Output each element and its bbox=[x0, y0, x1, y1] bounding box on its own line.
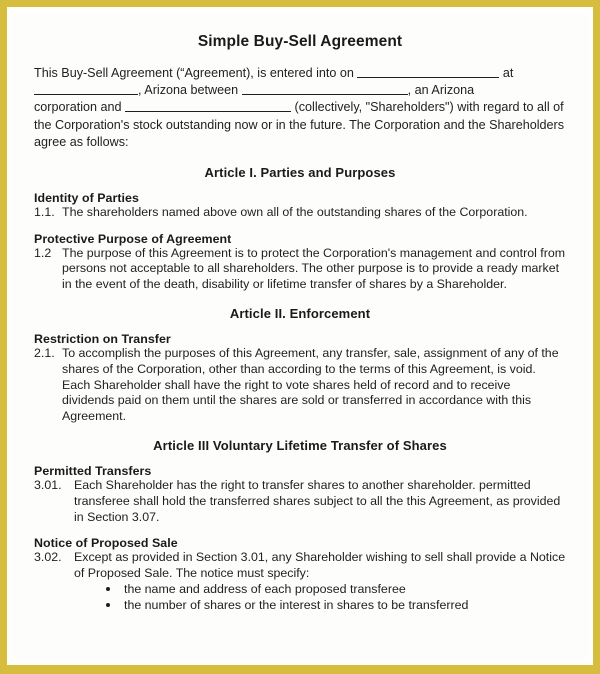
notice-requirements-list bbox=[34, 581, 566, 613]
article-heading-2: Article II. Enforcement bbox=[229, 306, 371, 322]
section-heading-identity-of-parties: Identity of Parties bbox=[34, 191, 139, 206]
document-title: Simple Buy-Sell Agreement bbox=[197, 33, 403, 50]
intro-paragraph bbox=[34, 65, 566, 151]
intro-text-part1: This Buy-Sell Agreement (“Agreement), is entered into on bbox=[34, 66, 354, 80]
clause-3-01 bbox=[34, 478, 566, 525]
article-heading-3: Article III Voluntary Lifetime Transfer of Shares bbox=[153, 438, 447, 454]
bullet-dot-icon bbox=[106, 603, 110, 607]
document-sheet bbox=[12, 13, 588, 661]
intro-text-part4: , an Arizona bbox=[407, 83, 475, 98]
clause-text-1-1: The shareholders named above own all of the outstanding shares of the Corporation. bbox=[62, 205, 528, 220]
clause-3-02 bbox=[34, 550, 566, 581]
blank-shareholders-field[interactable] bbox=[125, 100, 291, 112]
section-heading-permitted-transfers: Permitted Transfers bbox=[34, 464, 152, 479]
document-page-inner-border bbox=[7, 7, 593, 665]
list-item bbox=[106, 581, 566, 597]
clause-1-1 bbox=[34, 205, 566, 221]
intro-text-part2: at bbox=[502, 66, 514, 80]
section-heading-restriction-on-transfer: Restriction on Transfer bbox=[34, 332, 171, 347]
intro-text-part5: corporation and bbox=[34, 100, 122, 115]
clause-2-1 bbox=[34, 346, 566, 424]
intro-text-part6: (collectively, "Shareholders") with regard to all of the Corporation's stock outstanding now or in the future. The Corporation and the Shareholders agree as follows: bbox=[34, 100, 565, 149]
clause-text-2-1: To accomplish the purposes of this Agreement, any transfer, sale, assignment of any of the shares of the Corporation, other than according to the terms of this Agreement, is void. Each Shareholder shall have the right to vote shares held of record and to receive dividends paid on them until the shares are sold or transferred in accordance with this Agreement. bbox=[62, 346, 559, 423]
intro-text-part3: , Arizona between bbox=[138, 83, 239, 98]
clause-number-3-01: 3.01. bbox=[34, 478, 62, 493]
list-item-label: the number of shares or the interest in shares to be transferred bbox=[124, 598, 469, 613]
clause-text-3-02: Except as provided in Section 3.01, any Shareholder wishing to sell shall provide a Notice of Proposed Sale. The notice must specify: bbox=[74, 550, 566, 580]
blank-city-field[interactable] bbox=[34, 83, 138, 95]
list-item-label: the name and address of each proposed transferee bbox=[124, 582, 406, 597]
clause-text-3-01: Each Shareholder has the right to transfer shares to another shareholder. permitted transferee shall hold the transferred shares subject to all the this Agreement, as provided in Section 3.07. bbox=[74, 478, 561, 524]
clause-number-1-2: 1.2 bbox=[34, 245, 52, 260]
clause-number-3-02: 3.02. bbox=[34, 550, 62, 565]
clause-number-1-1: 1.1. bbox=[34, 205, 55, 220]
section-heading-notice-of-proposed-sale: Notice of Proposed Sale bbox=[34, 536, 178, 551]
article-heading-1: Article I. Parties and Purposes bbox=[204, 165, 396, 181]
bullet-dot-icon bbox=[106, 587, 110, 591]
section-heading-protective-purpose: Protective Purpose of Agreement bbox=[34, 231, 232, 246]
clause-1-2 bbox=[34, 246, 566, 293]
list-item bbox=[106, 597, 566, 613]
clause-number-2-1: 2.1. bbox=[34, 346, 55, 361]
clause-text-1-2: The purpose of this Agreement is to protect the Corporation's management and control from persons not acceptable to all shareholders. The other purpose is to provide a ready market in the event of the death, disability or lifetime transfer of shares by a Shareholder. bbox=[62, 245, 566, 291]
blank-corporation-field[interactable] bbox=[242, 83, 408, 95]
blank-date-field[interactable] bbox=[357, 66, 499, 78]
